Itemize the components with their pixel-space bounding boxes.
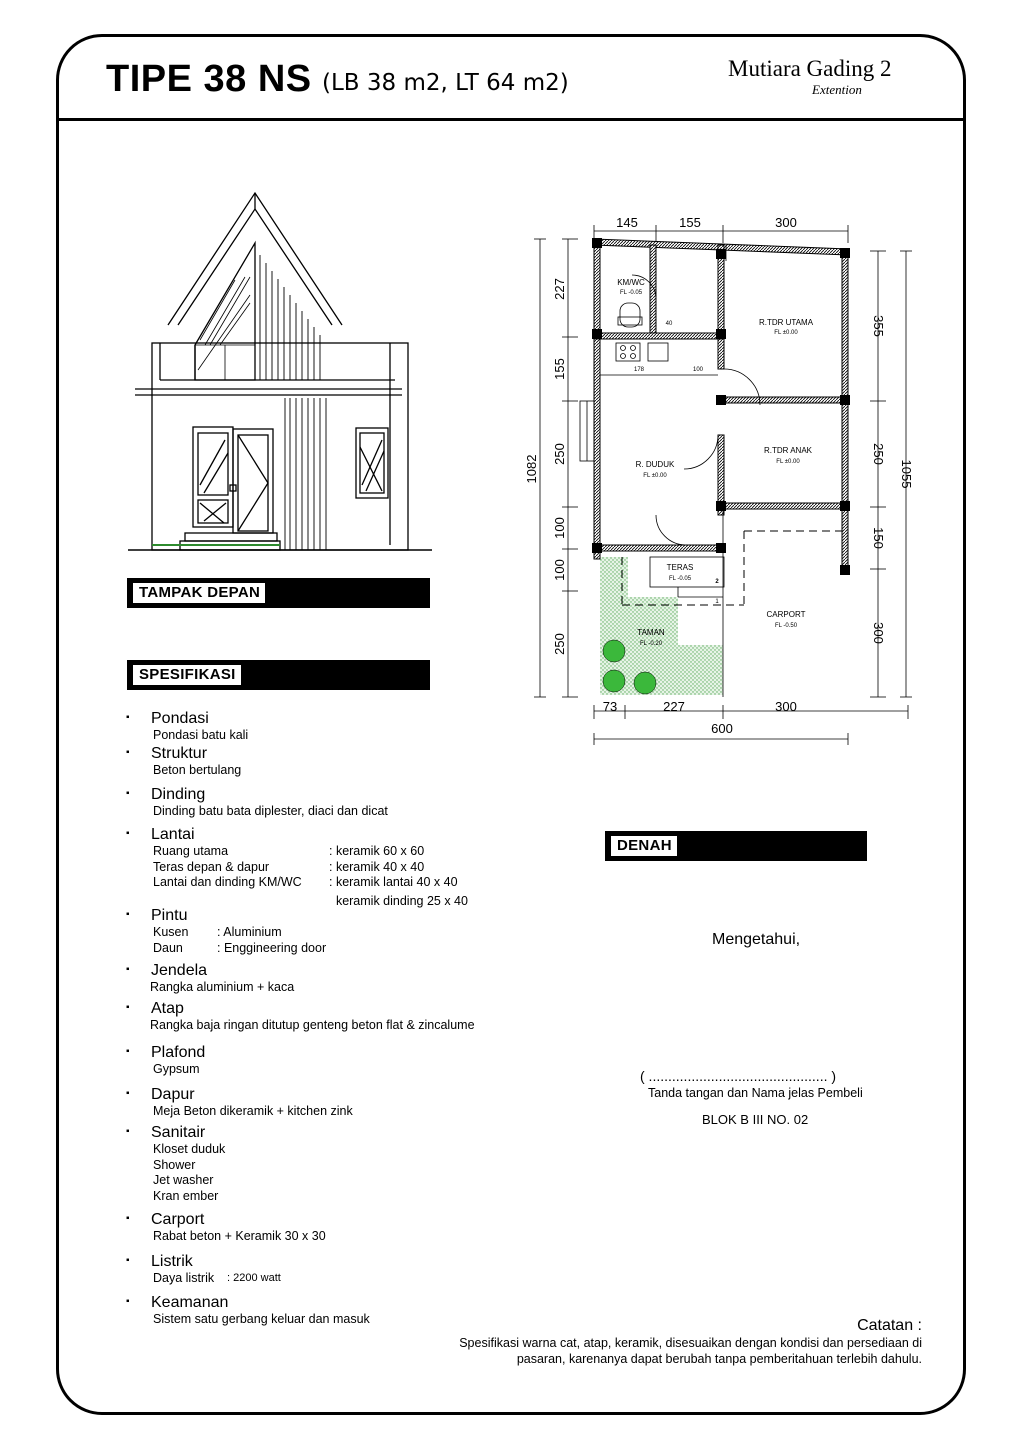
spec-plafond: ▪ Plafond Gypsum [126,1044,546,1078]
spec-struktur: ▪ Struktur Beton bertulang [126,745,546,779]
signature-label: Mengetahui, [712,931,801,948]
dim-top-3: 300 [775,215,797,230]
spesifikasi-heading: SPESIFIKASI [127,660,430,690]
room-duduk-fl: FL ±0.00 [643,473,667,479]
spec-dinding: ▪ Dinding Dinding batu bata diplester, diaci dan dicat [126,786,546,820]
spec-jendela: ▪ Jendela Rangka aluminium + kaca [126,962,546,996]
dim-small-40: 40 [665,321,673,327]
brand-name: Mutiara Gading 2 [728,56,892,81]
spec-sanitair: ▪ Sanitair Kloset duduk Shower Jet washer Kran ember [126,1124,546,1204]
room-carport: CARPORT [766,610,806,619]
level-mark-2: 2 [715,579,719,585]
floor-plan-drawing [518,205,918,750]
dim-top-2: 155 [679,215,701,230]
dim-left-total: 1082 [524,454,539,484]
page-subtitle: (LB 38 m2, LT 64 m2) [322,70,569,96]
room-taman-fl: FL -0.20 [639,641,663,647]
dim-left-2: 155 [552,358,567,380]
dim-left-3: 250 [552,443,567,465]
spec-atap: ▪ Atap Rangka baja ringan ditutup genteng beton flat & zincalume [126,1000,546,1034]
level-mark-1: 1 [715,599,719,605]
room-duduk: R. DUDUK [635,460,675,469]
catatan-text: Spesifikasi warna cat, atap, keramik, disesuaikan dengan kondisi dan persediaan di pasaran, karenanya dapat berubah tanpa pemberitahuan terlebih dahulu. [459,1336,922,1366]
dim-bottom-3: 300 [775,699,797,714]
room-kmwc: KM/WC [617,278,645,287]
front-elevation-drawing [120,185,440,565]
room-tdr-anak-fl: FL ±0.00 [776,459,800,465]
denah-heading: DENAH [605,831,867,861]
room-teras-fl: FL -0.05 [668,576,692,582]
tampak-depan-heading: TAMPAK DEPAN [127,578,430,608]
room-taman: TAMAN [637,628,665,637]
header-divider [58,118,964,121]
room-tdr-utama-fl: FL ±0.00 [774,330,798,336]
catatan-title: Catatan : [857,1317,922,1334]
dim-left-1: 227 [552,278,567,300]
page-title: TIPE 38 NS [106,58,312,100]
spec-dapur: ▪ Dapur Meja Beton dikeramik + kitchen zink [126,1086,546,1120]
dim-top-1: 145 [616,215,638,230]
dim-small-178: 178 [633,367,645,373]
spec-pondasi: ▪ Pondasi Pondasi batu kali [126,710,546,744]
dim-right-3: 150 [871,527,886,549]
dim-right-2: 250 [871,443,886,465]
dim-right-1: 355 [871,315,886,337]
dim-right-4: 300 [871,622,886,644]
room-tdr-anak: R.TDR ANAK [763,446,813,455]
brand-subtitle: Extention [812,82,862,97]
dim-bottom-total: 600 [711,721,733,736]
dim-small-100: 100 [692,367,704,373]
spec-lantai: ▪ Lantai Ruang utama : keramik 60 x 60 Teras depan & dapur : keramik 40 x 40 Lantai dan dinding KM/WC : keramik lantai 40 x 40 keramik dinding 25 x 40 [126,826,546,909]
room-kmwc-fl: FL -0.05 [619,290,643,296]
room-carport-fl: FL -0.50 [774,623,798,629]
dim-left-6: 250 [552,633,567,655]
spec-keamanan: ▪ Keamanan Sistem satu gerbang keluar dan masuk [126,1294,546,1328]
spec-pintu: ▪ Pintu Kusen : Aluminium Daun : Enggineering door [126,907,546,956]
dim-bottom-2: 227 [663,699,685,714]
signature-caption: Tanda tangan dan Nama jelas Pembeli [648,1086,863,1100]
dim-right-total: 1055 [899,459,914,489]
spec-carport: ▪ Carport Rabat beton + Keramik 30 x 30 [126,1211,546,1245]
blok-number: BLOK B III NO. 02 [702,1112,809,1127]
dim-bottom-1: 73 [602,699,618,714]
dim-left-4: 100 [552,517,567,539]
dim-left-5: 100 [552,559,567,581]
spec-listrik: ▪ Listrik Daya listrik : 2200 watt [126,1253,546,1287]
signature-line[interactable]: ( .............................................. ) [640,1068,837,1084]
room-teras: TERAS [666,563,694,572]
room-tdr-utama: R.TDR UTAMA [758,318,814,327]
